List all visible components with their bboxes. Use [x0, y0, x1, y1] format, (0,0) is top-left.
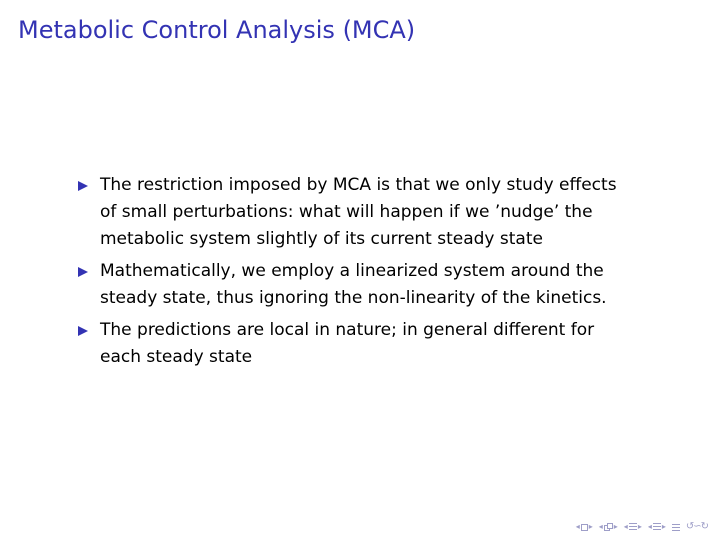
nav-next-section-arrow-icon[interactable]: ▸: [637, 522, 642, 531]
bullet-item: [76, 317, 696, 371]
nav-prev-frame-arrow-icon[interactable]: ◂: [575, 522, 580, 531]
nav-search-icon[interactable]: ↺∽↻: [685, 521, 708, 532]
bullet-triangle-icon: [78, 326, 88, 336]
bullet-line: Mathematically, we employ a linearized system around the: [100, 261, 604, 281]
bullet-triangle-icon: [78, 267, 88, 277]
bullet-line: The predictions are local in nature; in general different for: [100, 320, 595, 340]
bullet-list: [76, 172, 696, 376]
nav-prev-section-arrow-icon[interactable]: ◂: [623, 522, 628, 531]
bullet-item: [76, 172, 696, 253]
nav-document-icon[interactable]: [653, 523, 661, 531]
nav-section-icon[interactable]: [629, 523, 637, 531]
nav-next-subsection-arrow-icon[interactable]: ▸: [613, 522, 618, 531]
nav-frame-icon[interactable]: [581, 524, 588, 531]
beamer-navigation-bar: [576, 521, 708, 533]
bullet-line: of small perturbations: what will happen if we ’nudge’ the: [100, 202, 593, 222]
nav-section-group: [624, 521, 642, 533]
nav-prev-subsection-arrow-icon[interactable]: ◂: [598, 522, 603, 531]
bullet-line: metabolic system slightly of its current steady state: [100, 229, 543, 249]
nav-document-group: [648, 521, 666, 533]
bullet-line: each steady state: [100, 347, 253, 367]
nav-next-document-arrow-icon[interactable]: ▸: [661, 522, 666, 531]
nav-subsection-group: [599, 521, 618, 533]
nav-appendix-icon[interactable]: [672, 523, 680, 532]
bullet-item: [76, 258, 696, 312]
nav-prev-document-arrow-icon[interactable]: ◂: [647, 522, 652, 531]
nav-frame-group: [576, 521, 593, 533]
slide-title: Metabolic Control Analysis (MCA): [18, 16, 416, 44]
nav-next-frame-arrow-icon[interactable]: ▸: [588, 522, 593, 531]
nav-subsection-icon[interactable]: [604, 523, 613, 531]
bullet-line: The restriction imposed by MCA is that we only study effects: [100, 175, 617, 195]
bullet-triangle-icon: [78, 181, 88, 191]
bullet-line: steady state, thus ignoring the non-linearity of the kinetics.: [100, 288, 607, 308]
